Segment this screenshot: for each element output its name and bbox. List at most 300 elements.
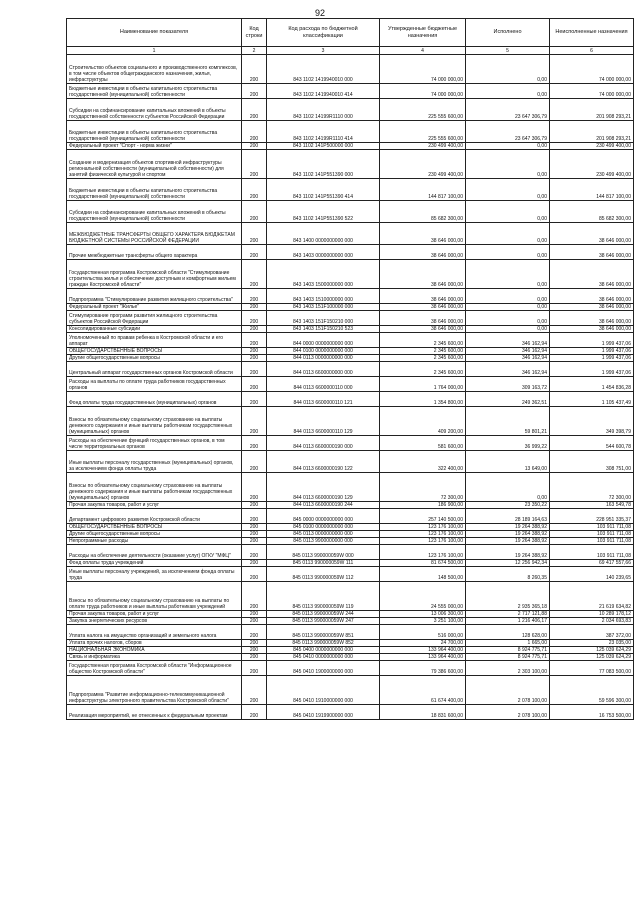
- row-line-code: 200: [242, 326, 267, 333]
- table-row: [67, 223, 634, 245]
- row-executed: 346 162,94: [466, 362, 550, 377]
- row-approved: 38 646 000,00: [380, 326, 466, 333]
- row-line-code: 200: [242, 333, 267, 348]
- row-expense-code: 844 0113 6600000190 000: [267, 436, 380, 451]
- row-name: Государственная программа Костромской области "Информационное общество Костромской области": [67, 661, 242, 676]
- row-line-code: 200: [242, 355, 267, 362]
- row-line-code: 200: [242, 311, 267, 326]
- table-row: [67, 618, 634, 625]
- table-row: [67, 304, 634, 311]
- row-name: Федеральный проект "Жилье": [67, 304, 242, 311]
- row-line-code: 200: [242, 348, 267, 355]
- row-line-code: 200: [242, 99, 267, 121]
- table-row: [67, 326, 634, 333]
- row-name: Взносы по обязательному социальному страхованию на выплаты денежного содержания и иные выплаты работникам государственных (муниципальных) органов: [67, 407, 242, 436]
- row-expense-code: 845 0113 990000059W 244: [267, 611, 380, 618]
- row-name: Взносы по обязательному социальному страхованию на выплаты денежного содержания и иные выплаты работникам государственных (муниципальных) органов: [67, 473, 242, 502]
- row-remaining: 1 454 836,28: [550, 377, 634, 392]
- row-approved: 79 386 600,00: [380, 661, 466, 676]
- row-executed: 19 264 388,92: [466, 545, 550, 560]
- row-remaining: 103 911 711,08: [550, 545, 634, 560]
- table-row: [67, 560, 634, 567]
- table-row: [67, 524, 634, 531]
- row-remaining: 38 646 000,00: [550, 223, 634, 245]
- row-executed: 249 362,51: [466, 392, 550, 407]
- row-approved: 2 345 600,00: [380, 333, 466, 348]
- row-name: Иные выплаты персоналу учреждений, за исключением фонда оплаты труда: [67, 567, 242, 582]
- row-name: Уплата налога на имущество организаций и земельного налога: [67, 625, 242, 640]
- column-number: 6: [550, 47, 634, 55]
- row-expense-code: 845 0113 990000059W 852: [267, 640, 380, 647]
- row-name: Фонд оплаты труда учреждений: [67, 560, 242, 567]
- row-expense-code: 843 1400 0000000000 000: [267, 223, 380, 245]
- row-executed: 8 924 775,71: [466, 654, 550, 661]
- row-approved: 18 831 600,00: [380, 705, 466, 720]
- row-executed: 0,00: [466, 150, 550, 179]
- row-remaining: 77 083 500,00: [550, 661, 634, 676]
- row-line-code: 200: [242, 121, 267, 143]
- row-name: Департамент цифрового развития Костромской области: [67, 509, 242, 524]
- row-name: Бюджетные инвестиции в объекты капитального строительства государственной (муниципальной) собственности: [67, 84, 242, 99]
- row-approved: 133 964 400,00: [380, 654, 466, 661]
- row-name: Бюджетные инвестиции в объекты капитального строительства государственной (муниципальной) собственности: [67, 121, 242, 143]
- row-approved: 81 674 500,00: [380, 560, 466, 567]
- row-name: Бюджетные инвестиции в объекты капитального строительства государственной (муниципальной) собственности: [67, 179, 242, 201]
- row-remaining: 228 951 335,37: [550, 509, 634, 524]
- row-expense-code: 843 1102 1419940010 414: [267, 84, 380, 99]
- row-remaining: 72 300,00: [550, 473, 634, 502]
- row-name: Стимулирование программ развития жилищного строительства субъектов Российской Федерации: [67, 311, 242, 326]
- row-expense-code: 844 0100 0000000000 000: [267, 348, 380, 355]
- row-remaining: 1 999 437,06: [550, 362, 634, 377]
- table-row: [67, 611, 634, 618]
- row-approved: 133 964 400,00: [380, 647, 466, 654]
- row-remaining: 74 000 000,00: [550, 55, 634, 84]
- row-line-code: 200: [242, 661, 267, 676]
- row-line-code: 200: [242, 509, 267, 524]
- column-number: 1: [67, 47, 242, 55]
- row-line-code: 200: [242, 705, 267, 720]
- row-line-code: 200: [242, 640, 267, 647]
- row-name: Другие общегосударственные вопросы: [67, 531, 242, 538]
- table-row: [67, 654, 634, 661]
- row-name: Прочая закупка товаров, работ и услуг: [67, 502, 242, 509]
- row-remaining: 230 499 400,00: [550, 150, 634, 179]
- row-expense-code: 843 1102 141P551390 000: [267, 150, 380, 179]
- row-name: Уплата прочих налогов, сборов: [67, 640, 242, 647]
- row-line-code: 200: [242, 625, 267, 640]
- row-expense-code: 843 1403 151F150210 523: [267, 326, 380, 333]
- row-line-code: 200: [242, 618, 267, 625]
- row-expense-code: 845 0113 0000000000 000: [267, 531, 380, 538]
- table-row: [67, 676, 634, 705]
- row-name: Государственная программа Костромской области "Стимулирование строительства жилья и обеспечение доступным и комфортным жильем граждан Костромской области": [67, 260, 242, 289]
- row-expense-code: 845 0410 1910000000 000: [267, 676, 380, 705]
- table-row: [67, 436, 634, 451]
- row-name: Расходы на обеспечение функций государственных органов, в том числе территориальных органов: [67, 436, 242, 451]
- row-expense-code: 843 1102 141P551390 522: [267, 201, 380, 223]
- row-expense-code: 845 0100 0000000000 000: [267, 524, 380, 531]
- row-remaining: 125 039 624,29: [550, 647, 634, 654]
- table-row: [67, 502, 634, 509]
- row-expense-code: 845 0410 0000000000 000: [267, 654, 380, 661]
- row-executed: 8 924 775,71: [466, 647, 550, 654]
- table-row: [67, 55, 634, 84]
- row-remaining: 38 646 000,00: [550, 260, 634, 289]
- row-remaining: 201 908 293,21: [550, 99, 634, 121]
- table-row: [67, 473, 634, 502]
- header-executed: Исполнено: [466, 19, 550, 47]
- row-line-code: 200: [242, 55, 267, 84]
- table-row: [67, 582, 634, 611]
- row-line-code: 200: [242, 647, 267, 654]
- table-row: [67, 150, 634, 179]
- row-approved: 322 400,00: [380, 451, 466, 473]
- row-executed: 0,00: [466, 201, 550, 223]
- row-executed: 0,00: [466, 143, 550, 150]
- row-line-code: 200: [242, 245, 267, 260]
- row-remaining: 10 289 178,12: [550, 611, 634, 618]
- row-approved: 148 500,00: [380, 567, 466, 582]
- row-name: Центральный аппарат государственных органов Костромской области: [67, 362, 242, 377]
- row-expense-code: 845 0113 9900000000 000: [267, 538, 380, 545]
- row-name: Создание и модернизация объектов спортивной инфраструктуры региональной собственности (муниципальной собственности) для занятий физической культурой и спортом: [67, 150, 242, 179]
- row-remaining: 1 105 437,49: [550, 392, 634, 407]
- row-line-code: 200: [242, 362, 267, 377]
- row-approved: 123 176 100,00: [380, 531, 466, 538]
- column-number-row: [67, 47, 634, 55]
- row-approved: 38 646 000,00: [380, 311, 466, 326]
- row-executed: 309 163,72: [466, 377, 550, 392]
- row-remaining: 74 000 000,00: [550, 84, 634, 99]
- row-line-code: 200: [242, 451, 267, 473]
- row-approved: 24 555 000,00: [380, 582, 466, 611]
- row-remaining: 59 596 300,00: [550, 676, 634, 705]
- row-line-code: 200: [242, 611, 267, 618]
- header-expense-code: Код расхода по бюджетной классификации: [267, 19, 380, 47]
- row-executed: 12 256 942,34: [466, 560, 550, 567]
- row-remaining: 163 549,78: [550, 502, 634, 509]
- row-approved: 38 646 000,00: [380, 304, 466, 311]
- row-expense-code: 844 0000 0000000000 000: [267, 333, 380, 348]
- row-remaining: 103 911 711,08: [550, 531, 634, 538]
- table-row: [67, 99, 634, 121]
- row-expense-code: 844 0113 6600000000 000: [267, 362, 380, 377]
- row-approved: 13 006 300,00: [380, 611, 466, 618]
- row-remaining: 38 646 000,00: [550, 311, 634, 326]
- column-number: 3: [267, 47, 380, 55]
- row-executed: 23 647 306,79: [466, 99, 550, 121]
- row-line-code: 200: [242, 676, 267, 705]
- row-approved: 3 251 100,00: [380, 618, 466, 625]
- table-row: [67, 143, 634, 150]
- row-executed: 2 303 100,00: [466, 661, 550, 676]
- table-row: [67, 451, 634, 473]
- row-executed: 0,00: [466, 289, 550, 304]
- row-name: Подпрограмма "Развитие информационно-телекоммуникационной инфраструктуры электронного правительства Костромской области": [67, 676, 242, 705]
- row-remaining: 38 646 000,00: [550, 245, 634, 260]
- row-expense-code: 843 1102 1419940010 000: [267, 55, 380, 84]
- row-executed: 0,00: [466, 55, 550, 84]
- row-approved: 2 345 600,00: [380, 362, 466, 377]
- column-number: 5: [466, 47, 550, 55]
- row-line-code: 200: [242, 407, 267, 436]
- header-indicator-name: Наименование показателя: [67, 19, 242, 47]
- row-name: Расходы на выплаты по оплате труда работников государственных органов: [67, 377, 242, 392]
- row-approved: 1 764 000,00: [380, 377, 466, 392]
- row-name: НАЦИОНАЛЬНАЯ ЭКОНОМИКА: [67, 647, 242, 654]
- row-approved: 38 646 000,00: [380, 260, 466, 289]
- table-row: [67, 377, 634, 392]
- column-number: 4: [380, 47, 466, 55]
- row-name: ОБЩЕГОСУДАРСТВЕННЫЕ ВОПРОСЫ: [67, 348, 242, 355]
- row-expense-code: 843 1403 1500000000 000: [267, 260, 380, 289]
- row-remaining: 125 039 624,29: [550, 654, 634, 661]
- row-expense-code: 843 1102 141P500000 000: [267, 143, 380, 150]
- row-executed: 23 647 306,79: [466, 121, 550, 143]
- row-expense-code: 845 0113 990000059W 851: [267, 625, 380, 640]
- row-expense-code: 845 0400 0000000000 000: [267, 647, 380, 654]
- row-executed: 0,00: [466, 473, 550, 502]
- row-expense-code: 845 0113 990000059W 000: [267, 545, 380, 560]
- row-remaining: 308 751,00: [550, 451, 634, 473]
- row-expense-code: 844 0113 6600000110 121: [267, 392, 380, 407]
- row-approved: 85 682 300,00: [380, 201, 466, 223]
- row-expense-code: 845 0113 990000059W 119: [267, 582, 380, 611]
- table-row: [67, 705, 634, 720]
- row-line-code: 200: [242, 582, 267, 611]
- table-row: [67, 201, 634, 223]
- row-expense-code: 844 0113 6600000190 122: [267, 451, 380, 473]
- row-executed: 28 189 164,63: [466, 509, 550, 524]
- table-row: [67, 333, 634, 348]
- table-row: [67, 625, 634, 640]
- header-line-code: Код строки: [242, 19, 267, 47]
- row-remaining: 544 600,78: [550, 436, 634, 451]
- row-expense-code: 843 1403 0000000000 000: [267, 245, 380, 260]
- row-approved: 123 176 100,00: [380, 524, 466, 531]
- row-remaining: 103 911 711,08: [550, 524, 634, 531]
- row-executed: 346 162,94: [466, 348, 550, 355]
- row-approved: 225 555 600,00: [380, 99, 466, 121]
- row-approved: 2 345 600,00: [380, 355, 466, 362]
- row-line-code: 200: [242, 377, 267, 392]
- row-line-code: 200: [242, 531, 267, 538]
- row-name: Взносы по обязательному социальному страхованию на выплаты по оплате труда работников и иные выплаты работникам учреждений: [67, 582, 242, 611]
- header-approved: Утвержденные бюджетные назначения: [380, 19, 466, 47]
- row-remaining: 69 417 557,66: [550, 560, 634, 567]
- row-executed: 346 162,94: [466, 333, 550, 348]
- row-remaining: 103 911 711,08: [550, 538, 634, 545]
- row-name: Закупка энергетических ресурсов: [67, 618, 242, 625]
- row-name: Связь и информатика: [67, 654, 242, 661]
- table-row: [67, 84, 634, 99]
- row-remaining: 16 753 500,00: [550, 705, 634, 720]
- row-expense-code: 844 0113 6600000110 000: [267, 377, 380, 392]
- row-name: Федеральный проект "Спорт - норма жизни": [67, 143, 242, 150]
- table-row: [67, 538, 634, 545]
- row-executed: 0,00: [466, 304, 550, 311]
- table-row: [67, 289, 634, 304]
- row-remaining: 38 646 000,00: [550, 304, 634, 311]
- row-expense-code: 843 1403 151F100000 000: [267, 304, 380, 311]
- row-name: МЕЖБЮДЖЕТНЫЕ ТРАНСФЕРТЫ ОБЩЕГО ХАРАКТЕРА БЮДЖЕТАМ БЮДЖЕТНОЙ СИСТЕМЫ РОССИЙСКОЙ ФЕДЕРАЦИИ: [67, 223, 242, 245]
- row-remaining: 38 646 000,00: [550, 326, 634, 333]
- table-row: [67, 661, 634, 676]
- row-executed: 0,00: [466, 260, 550, 289]
- row-executed: 2 717 121,88: [466, 611, 550, 618]
- row-remaining: 230 499 400,00: [550, 143, 634, 150]
- row-approved: 123 176 100,00: [380, 538, 466, 545]
- table-header-row: [67, 19, 634, 47]
- row-line-code: 200: [242, 473, 267, 502]
- row-line-code: 200: [242, 567, 267, 582]
- row-remaining: 1 999 437,06: [550, 355, 634, 362]
- row-line-code: 200: [242, 304, 267, 311]
- row-line-code: 200: [242, 150, 267, 179]
- row-executed: 0,00: [466, 179, 550, 201]
- table-row: [67, 407, 634, 436]
- row-expense-code: 845 0113 990000059W 247: [267, 618, 380, 625]
- row-remaining: 201 908 293,21: [550, 121, 634, 143]
- row-approved: 144 817 100,00: [380, 179, 466, 201]
- row-executed: 19 264 388,92: [466, 531, 550, 538]
- row-executed: 0,00: [466, 245, 550, 260]
- row-expense-code: 843 1403 151F150210 000: [267, 311, 380, 326]
- row-expense-code: 844 0113 0000000000 000: [267, 355, 380, 362]
- row-approved: 230 499 400,00: [380, 150, 466, 179]
- row-approved: 38 646 000,00: [380, 245, 466, 260]
- row-name: Уполномоченный по правам ребенка в Костромской области и его аппарат: [67, 333, 242, 348]
- table-body: [67, 55, 634, 720]
- row-name: Иные выплаты персоналу государственных (муниципальных) органов, за исключением фонда оплаты труда: [67, 451, 242, 473]
- row-approved: 38 646 000,00: [380, 289, 466, 304]
- row-executed: 128 628,00: [466, 625, 550, 640]
- row-line-code: 200: [242, 223, 267, 245]
- row-line-code: 200: [242, 538, 267, 545]
- row-executed: 0,00: [466, 311, 550, 326]
- table-row: [67, 545, 634, 560]
- row-executed: 19 264 388,92: [466, 538, 550, 545]
- row-approved: 257 140 500,00: [380, 509, 466, 524]
- row-remaining: 144 817 100,00: [550, 179, 634, 201]
- row-line-code: 200: [242, 545, 267, 560]
- row-line-code: 200: [242, 524, 267, 531]
- row-executed: 1 216 406,17: [466, 618, 550, 625]
- row-name: Фонд оплаты труда государственных (муниципальных) органов: [67, 392, 242, 407]
- row-remaining: 349 398,79: [550, 407, 634, 436]
- table-row: [67, 348, 634, 355]
- row-approved: 74 000 000,00: [380, 84, 466, 99]
- row-name: Субсидии на софинансирование капитальных вложений в объекты государственной (муниципальной) собственности: [67, 201, 242, 223]
- row-executed: 19 264 388,92: [466, 524, 550, 531]
- budget-execution-table: [66, 18, 634, 720]
- row-expense-code: 843 1102 14199R1110 000: [267, 99, 380, 121]
- row-name: ОБЩЕГОСУДАРСТВЕННЫЕ ВОПРОСЫ: [67, 524, 242, 531]
- row-expense-code: 844 0113 6600000110 129: [267, 407, 380, 436]
- row-line-code: 200: [242, 201, 267, 223]
- row-expense-code: 843 1403 1510000000 000: [267, 289, 380, 304]
- row-approved: 581 600,00: [380, 436, 466, 451]
- table-row: [67, 121, 634, 143]
- row-name: Подпрограмма "Стимулирование развития жилищного строительства": [67, 289, 242, 304]
- table-row: [67, 392, 634, 407]
- table-row: [67, 355, 634, 362]
- row-approved: 72 300,00: [380, 473, 466, 502]
- row-name: Строительство объектов социального и производственного комплексов, в том числе объектов общегражданского назначения, жилья, инфраструктуры: [67, 55, 242, 84]
- table-row: [67, 531, 634, 538]
- row-line-code: 200: [242, 654, 267, 661]
- row-line-code: 200: [242, 143, 267, 150]
- row-expense-code: 845 0410 1900000000 000: [267, 661, 380, 676]
- row-approved: 409 200,00: [380, 407, 466, 436]
- row-approved: 24 700,00: [380, 640, 466, 647]
- row-remaining: 140 239,65: [550, 567, 634, 582]
- row-approved: 225 555 600,00: [380, 121, 466, 143]
- row-executed: 59 801,21: [466, 407, 550, 436]
- row-expense-code: 845 0000 0000000000 000: [267, 509, 380, 524]
- row-approved: 74 000 000,00: [380, 55, 466, 84]
- row-name: Субсидии на софинансирование капитальных вложений в объекты государственной собственности субъектов Российской Федерации: [67, 99, 242, 121]
- row-line-code: 200: [242, 260, 267, 289]
- table-row: [67, 179, 634, 201]
- table-row: [67, 640, 634, 647]
- row-expense-code: 843 1102 14199R1110 414: [267, 121, 380, 143]
- table-row: [67, 567, 634, 582]
- row-name: Непрограммные расходы: [67, 538, 242, 545]
- row-remaining: 38 646 000,00: [550, 289, 634, 304]
- row-approved: 1 354 800,00: [380, 392, 466, 407]
- row-name: Реализация мероприятий, не отнесенных к федеральным проектам: [67, 705, 242, 720]
- row-remaining: 21 619 634,82: [550, 582, 634, 611]
- row-approved: 61 674 400,00: [380, 676, 466, 705]
- row-approved: 516 000,00: [380, 625, 466, 640]
- row-remaining: 1 999 437,06: [550, 348, 634, 355]
- row-expense-code: 844 0113 6600000190 129: [267, 473, 380, 502]
- row-line-code: 200: [242, 436, 267, 451]
- row-line-code: 200: [242, 392, 267, 407]
- row-executed: 346 162,94: [466, 355, 550, 362]
- row-remaining: 23 035,00: [550, 640, 634, 647]
- row-executed: 0,00: [466, 326, 550, 333]
- row-executed: 36 999,22: [466, 436, 550, 451]
- row-expense-code: 845 0113 990000059W 111: [267, 560, 380, 567]
- table-row: [67, 362, 634, 377]
- row-executed: 1 665,00: [466, 640, 550, 647]
- table-row: [67, 311, 634, 326]
- row-executed: 23 350,22: [466, 502, 550, 509]
- row-expense-code: 844 0113 6600000190 244: [267, 502, 380, 509]
- row-name: Консолидированные субсидии: [67, 326, 242, 333]
- page-number: 92: [314, 8, 325, 18]
- row-approved: 186 900,00: [380, 502, 466, 509]
- row-executed: 2 078 100,00: [466, 676, 550, 705]
- row-executed: 2 078 100,00: [466, 705, 550, 720]
- row-executed: 2 935 365,18: [466, 582, 550, 611]
- row-expense-code: 843 1102 141P551390 414: [267, 179, 380, 201]
- row-approved: 123 176 100,00: [380, 545, 466, 560]
- row-executed: 0,00: [466, 223, 550, 245]
- table-row: [67, 647, 634, 654]
- row-executed: 13 649,00: [466, 451, 550, 473]
- header-remaining: Неисполненные назначения: [550, 19, 634, 47]
- row-expense-code: 845 0410 1919900000 000: [267, 705, 380, 720]
- row-line-code: 200: [242, 289, 267, 304]
- row-approved: 2 345 600,00: [380, 348, 466, 355]
- row-name: Другие общегосударственные вопросы: [67, 355, 242, 362]
- table-row: [67, 245, 634, 260]
- row-line-code: 200: [242, 502, 267, 509]
